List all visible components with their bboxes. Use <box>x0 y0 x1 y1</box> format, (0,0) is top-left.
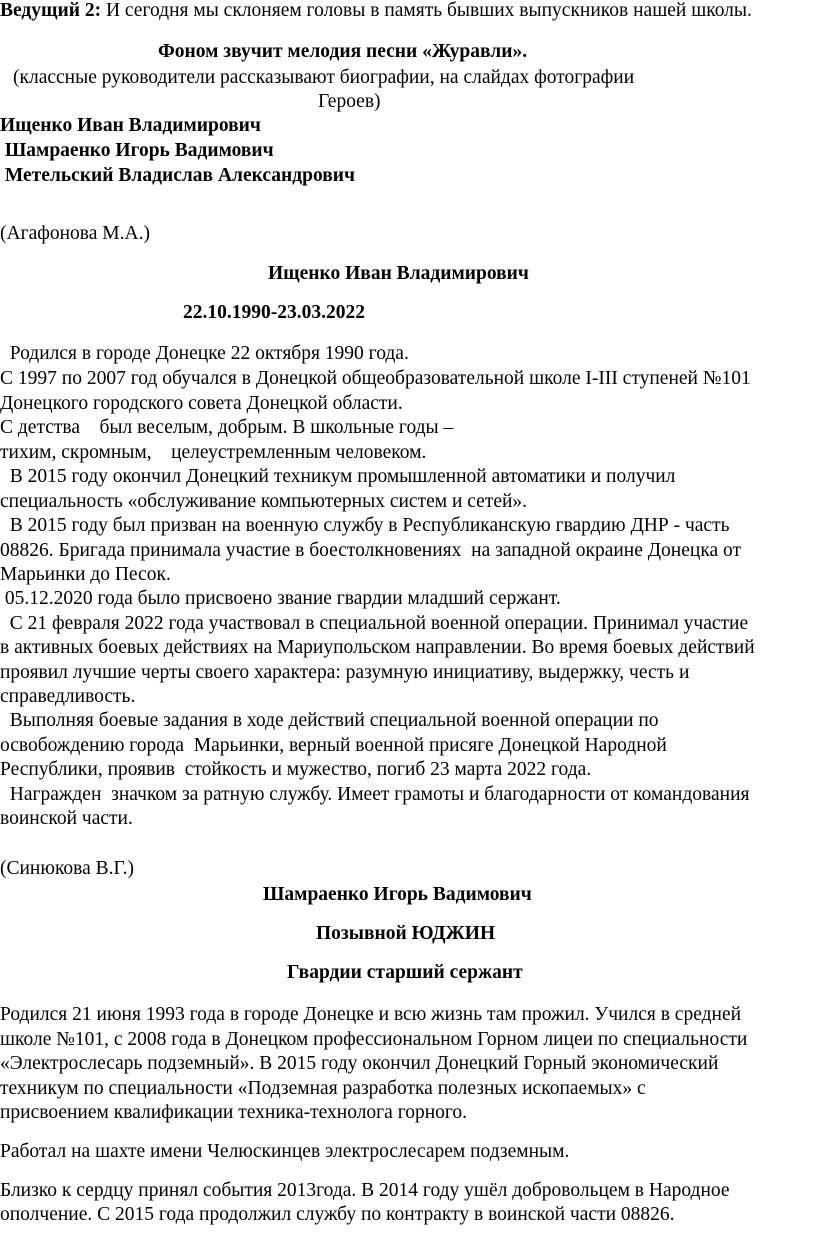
section1-line: Марьинки до Песок. <box>0 564 171 585</box>
section1-line: 05.12.2020 года было присвоено звание гвардии младший сержант. <box>0 588 561 609</box>
section1-title: Ищенко Иван Владимирович <box>268 263 529 284</box>
section2-callsign: Позывной ЮДЖИН <box>316 923 496 944</box>
intro-line <box>0 1 752 21</box>
section1-line: Выполняя боевые задания в ходе действий специальной военной операции по <box>0 710 659 731</box>
section1-dates: 22.10.1990-23.03.2022 <box>183 302 365 323</box>
section1-line: С 1997 по 2007 год обучался в Донецкой общеобразовательной школе I-III ступеней №101 <box>0 368 751 389</box>
hero-name: Шамраенко Игорь Вадимович <box>0 140 274 161</box>
section1-line: Республики, проявив стойкость и мужество, погиб 23 марта 2022 года. <box>0 759 592 780</box>
hero-name: Метельский Владислав Александрович <box>0 165 355 186</box>
stage-direction-line2: Героев) <box>318 91 381 112</box>
section1-line: 08826. Бригада принимала участие в боестолкновениях на западной окраине Донецка от <box>0 540 742 561</box>
section1-line: В 2015 году окончил Донецкий техникум промышленной автоматики и получил <box>0 466 676 487</box>
section1-line: Родился в городе Донецке 22 октября 1990 года. <box>0 343 409 364</box>
section1-teacher: (Агафонова М.А.) <box>0 223 150 244</box>
section2-line: Работал на шахте имени Челюскинцев электрослесарем подземным. <box>0 1141 570 1162</box>
section1-line: воинской части. <box>0 808 133 829</box>
section2-teacher: (Синюкова В.Г.) <box>0 858 134 879</box>
section1-line: проявил лучшие черты своего характера: разумную инициативу, выдержку, честь и <box>0 662 690 683</box>
section2-line: Родился 21 июня 1993 года в городе Донецке и всю жизнь там прожил. Учился в средней <box>0 1004 742 1025</box>
section1-line: Донецкого городского совета Донецкой области. <box>0 393 403 414</box>
section1-line: С детства был веселым, добрым. В школьные годы – <box>0 417 454 438</box>
hero-name: Ищенко Иван Владимирович <box>0 115 261 136</box>
section2-title: Шамраенко Игорь Вадимович <box>263 884 532 905</box>
section2-line: техникум по специальности «Подземная разработка полезных ископаемых» с <box>0 1078 646 1099</box>
section1-line: Награжден значком за ратную службу. Имеет грамоты и благодарности от командования <box>0 784 750 805</box>
speaker-label: Ведущий 2: <box>0 0 102 21</box>
section2-line: школе №101, с 2008 года в Донецком профессиональном Горном лицеи по специальности <box>0 1029 748 1050</box>
section1-line: освобождению города Марьинки, верный военной присяге Донецкой Народной <box>0 735 667 756</box>
stage-direction-line1: (классные руководители рассказывают биографии, на слайдах фотографии <box>13 67 635 88</box>
section1-line: С 21 февраля 2022 года участвовал в специальной военной операции. Принимал участие <box>0 613 749 634</box>
intro-text: И сегодня мы склоняем головы в память бывших выпускников нашей школы. <box>101 0 752 21</box>
section2-line: присвоением квалификации техника-технолога горного. <box>0 1102 468 1123</box>
section2-rank: Гвардии старший сержант <box>287 962 523 983</box>
music-note: Фоном звучит мелодия песни «Журавли». <box>158 41 528 62</box>
section2-line: ополчение. С 2015 года продолжил службу по контракту в воинской части 08826. <box>0 1204 675 1225</box>
section1-line: специальность «обслуживание компьютерных систем и сетей». <box>0 491 528 512</box>
section1-line: в активных боевых действиях на Мариупольском направлении. Во время боевых действий <box>0 637 755 658</box>
section1-line: тихим, скромным, целеустремленным человеком. <box>0 442 427 463</box>
section2-line: Близко к сердцу принял события 2013года. В 2014 году ушёл добровольцем в Народное <box>0 1180 730 1201</box>
section1-line: В 2015 году был призван на военную службу в Республиканскую гвардию ДНР - часть <box>0 515 730 536</box>
section2-line: «Электрослесарь подземный». В 2015 году окончил Донецкий Горный экономический <box>0 1053 719 1074</box>
section1-line: справедливость. <box>0 686 136 707</box>
